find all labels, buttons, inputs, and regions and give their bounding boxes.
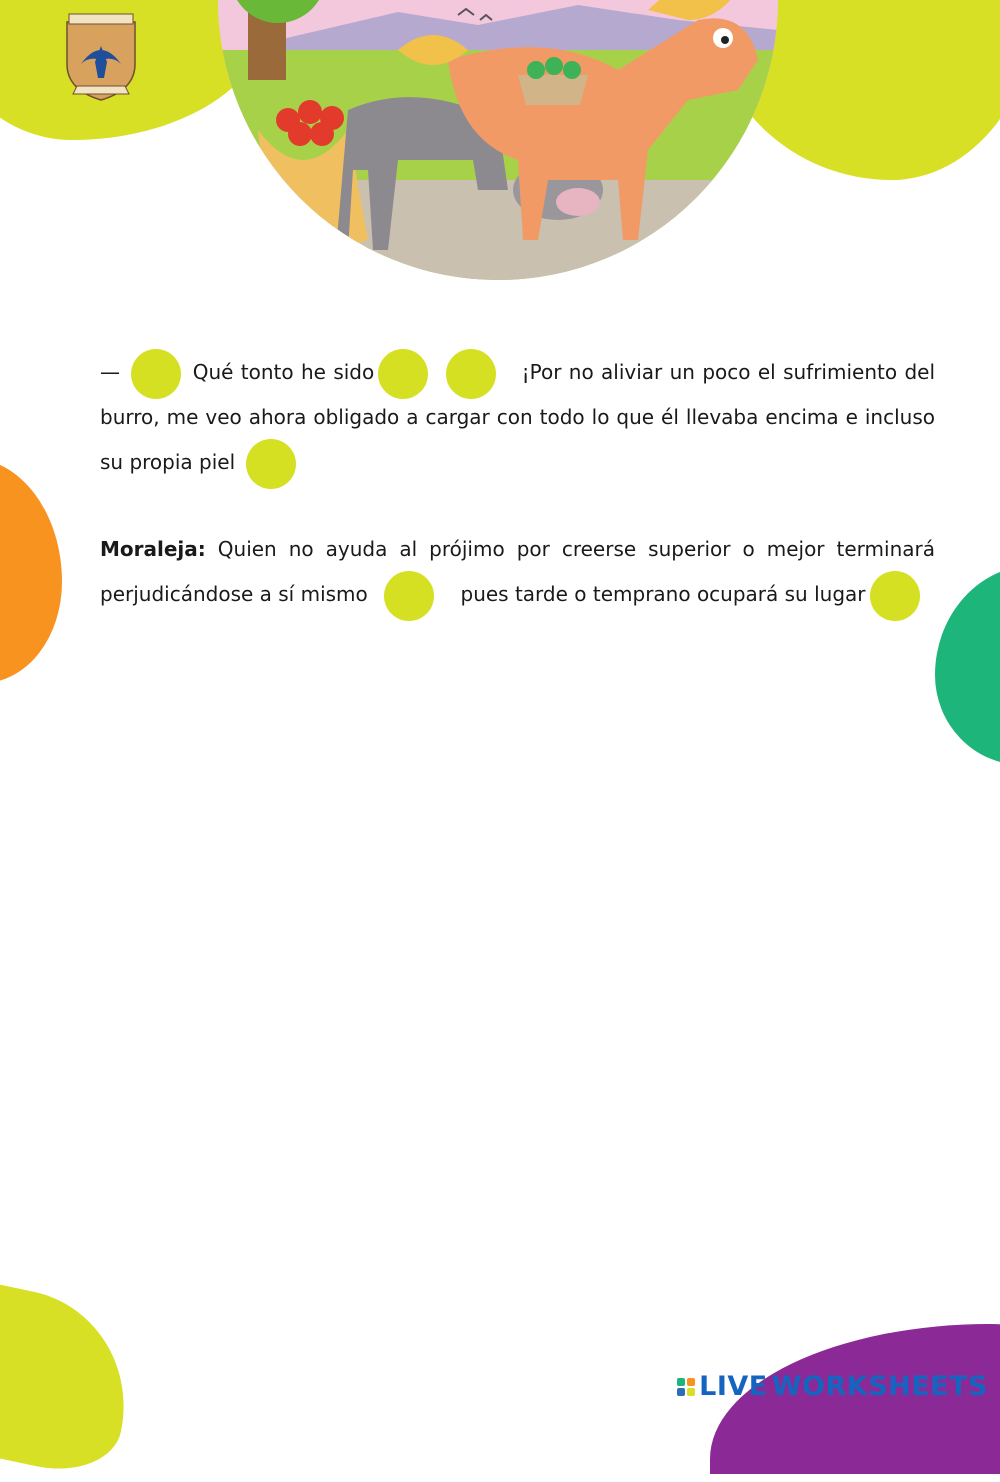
school-crest-logo [55,12,147,104]
dialogue-segment-2: ¡Por no aliviar un poco el sufrimiento del burro, me veo ahora obligado a cargar con todo lo que él llevaba encima e incluso su propia piel [100,360,936,474]
eagle-shield-icon [55,12,147,104]
dialogue-dash: — [100,360,120,384]
story-text-block [100,350,935,617]
moral-label: Moraleja: [100,537,206,561]
brand-live-text: LIVE [699,1371,768,1402]
decorative-blob-right-green [935,565,1000,765]
decorative-blob-bottom-left [0,1276,146,1482]
liveworksheets-brand [677,1371,988,1402]
decorative-blob-left-orange [0,458,62,683]
moral-segment-2: pues tarde o temprano ocupará su lugar [460,582,866,606]
moral-segment-1: Quien no ayuda al prójimo por creerse superior o mejor terminará perjudicándose a sí mismo [100,537,935,606]
punctuation-blank-3[interactable] [446,349,496,399]
punctuation-blank-1[interactable] [131,349,181,399]
horse-and-donkey-illustration [218,0,778,280]
illustration-drawing [218,0,778,280]
dialogue-paragraph [100,350,935,485]
punctuation-blank-6[interactable] [870,571,920,621]
punctuation-blank-5[interactable] [384,571,434,621]
punctuation-blank-2[interactable] [378,349,428,399]
brand-worksheets-text: WORKSHEETS [771,1371,988,1402]
dialogue-segment-1: Qué tonto he sido [192,360,375,384]
liveworksheets-logo-icon [677,1378,695,1396]
punctuation-blank-4[interactable] [246,439,296,489]
moral-paragraph [100,527,935,617]
